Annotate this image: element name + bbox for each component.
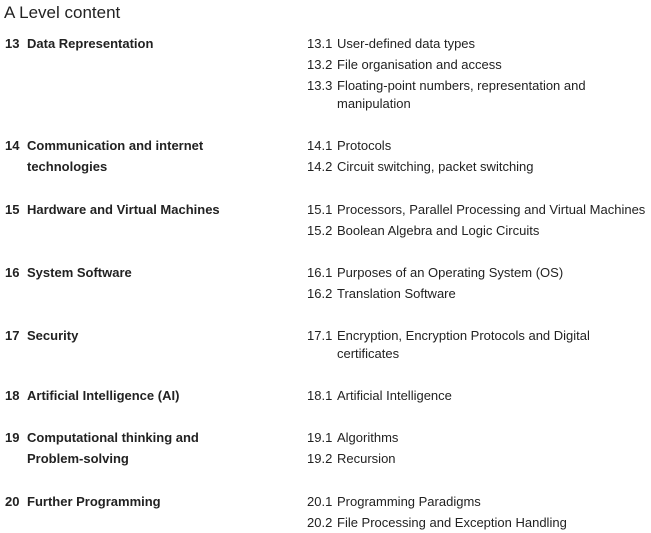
- subtopic-number: 14.2: [307, 159, 333, 174]
- subtopic-number: 16.2: [307, 286, 333, 301]
- subtopic-title: Protocols: [337, 138, 392, 153]
- subtopic-title: Programming Paradigms: [337, 494, 481, 509]
- subtopic-title: File Processing and Exception Handling: [337, 515, 567, 530]
- topic-number: 20: [5, 494, 20, 509]
- subtopic-title: Encryption, Encryption Protocols and Digital certificates: [337, 328, 590, 361]
- subtopic-title: Purposes of an Operating System (OS): [337, 265, 564, 280]
- topic-title: Communication and internet technologies: [27, 138, 204, 174]
- subtopic-title: Translation Software: [337, 286, 456, 301]
- topic-number: 13: [5, 36, 20, 51]
- topic-number: 19: [5, 430, 20, 445]
- subtopic-title: Boolean Algebra and Logic Circuits: [337, 223, 540, 238]
- subtopic-number: 15.2: [307, 223, 333, 238]
- subtopic-number: 18.1: [307, 388, 333, 403]
- subtopic-number: 13.3: [307, 78, 333, 93]
- subtopic-title: Algorithms: [337, 430, 399, 445]
- topic-number: 18: [5, 388, 20, 403]
- subtopic-number: 13.1: [307, 36, 333, 51]
- topic-title: Security: [27, 328, 79, 343]
- subtopic-number: 16.1: [307, 265, 333, 280]
- subtopic-number: 19.1: [307, 430, 333, 445]
- topic-number: 17: [5, 328, 20, 343]
- topic-title: Computational thinking and Problem-solving: [27, 430, 199, 466]
- page-heading: A Level content: [4, 3, 121, 22]
- topic-title: Artificial Intelligence (AI): [27, 388, 180, 403]
- topic-title: System Software: [27, 265, 132, 280]
- subtopic-number: 15.1: [307, 202, 333, 217]
- subtopic-title: File organisation and access: [337, 57, 502, 72]
- subtopic-number: 14.1: [307, 138, 333, 153]
- subtopic-number: 17.1: [307, 328, 333, 343]
- topic-title: Hardware and Virtual Machines: [27, 202, 220, 217]
- topic-number: 14: [5, 138, 20, 153]
- subtopic-title: Processors, Parallel Processing and Virtual Machines: [337, 202, 646, 217]
- topic-number: 15: [5, 202, 20, 217]
- subtopic-title: Floating-point numbers, representation and manipulation: [337, 78, 586, 111]
- subtopic-number: 19.2: [307, 451, 333, 466]
- subtopic-title: Recursion: [337, 451, 396, 466]
- subtopic-title: Circuit switching, packet switching: [337, 159, 534, 174]
- topic-title: Data Representation: [27, 36, 154, 51]
- subtopic-number: 20.1: [307, 494, 333, 509]
- topic-number: 16: [5, 265, 20, 280]
- subtopic-title: Artificial Intelligence: [337, 388, 452, 403]
- topic-title: Further Programming: [27, 494, 161, 509]
- subtopic-number: 20.2: [307, 515, 333, 530]
- subtopic-number: 13.2: [307, 57, 333, 72]
- subtopic-title: User-defined data types: [337, 36, 476, 51]
